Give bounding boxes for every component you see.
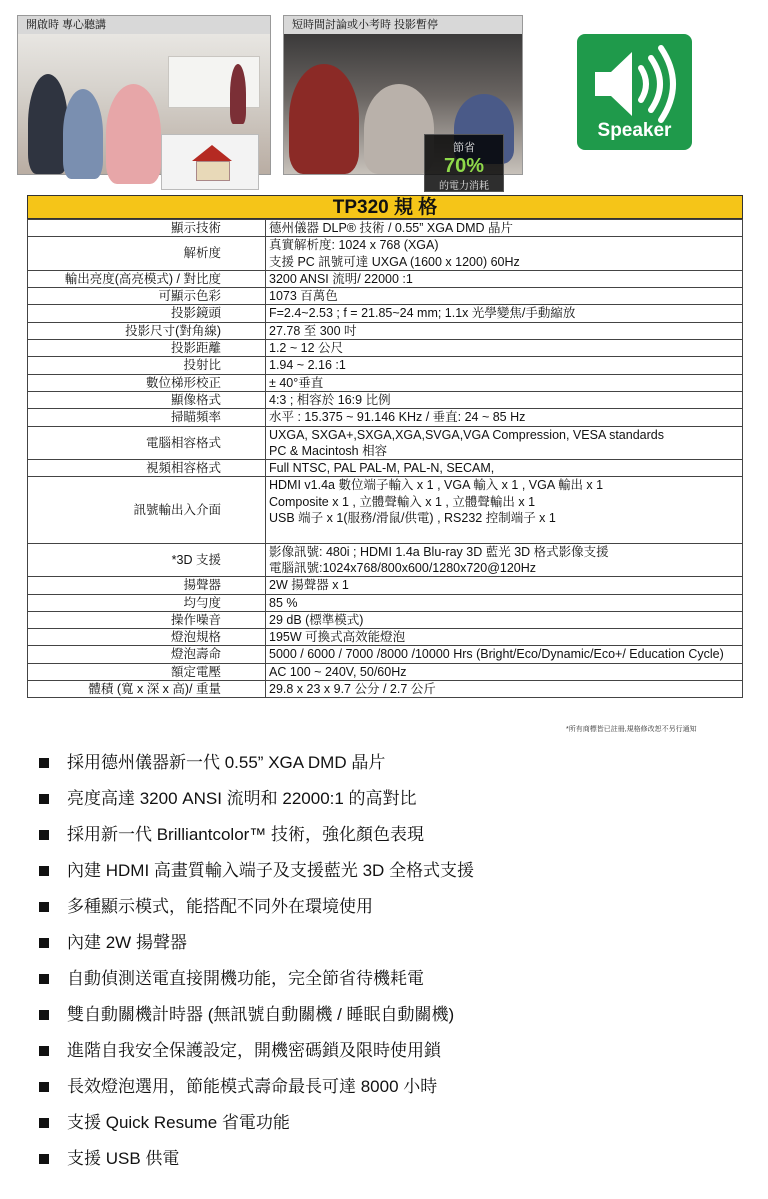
photo-caption: 開啟時 專心聽講 <box>18 16 270 34</box>
classroom-photo-1 <box>17 15 271 175</box>
spec-row <box>28 646 743 663</box>
spec-row <box>28 340 743 357</box>
spec-row <box>28 237 743 271</box>
feature-text: 多種顯示模式，能搭配不同外在環境使用 <box>67 897 373 916</box>
bullet-square-icon <box>39 794 49 804</box>
spec-row <box>28 288 743 305</box>
bullet-square-icon <box>39 1046 49 1056</box>
spec-value-line: ± 40°垂直 <box>269 375 324 390</box>
bullet-square-icon <box>39 902 49 912</box>
spec-value <box>266 426 743 460</box>
bullet-square-icon <box>39 938 49 948</box>
feature-item <box>37 1105 474 1141</box>
spec-row <box>28 322 743 339</box>
feature-item <box>37 889 474 925</box>
student-figure <box>28 74 68 174</box>
spec-value <box>266 477 743 543</box>
spec-key: 投影尺寸(對角線) <box>28 322 266 339</box>
classroom-photo-2 <box>283 15 523 192</box>
spec-value-line: 真實解析度: 1024 x 768 (XGA) <box>269 238 439 253</box>
spec-value-line: 195W 可換式高效能燈泡 <box>269 630 406 645</box>
spec-key: 體積 (寬 x 深 x 高)/ 重量 <box>28 681 266 698</box>
spec-key: 數位梯形校正 <box>28 374 266 391</box>
spec-value-line: 影像訊號: 480i ; HDMI 1.4a Blu-ray 3D 藍光 3D 格式影像支援 <box>269 544 609 559</box>
spec-row <box>28 391 743 408</box>
spec-key: 視頻相容格式 <box>28 460 266 477</box>
bullet-square-icon <box>39 1082 49 1092</box>
spec-value-line: 85 % <box>269 595 298 610</box>
spec-value-line: 2W 揚聲器 x 1 <box>269 578 349 593</box>
spec-key: 燈泡壽命 <box>28 646 266 663</box>
house-roof <box>192 145 232 161</box>
spec-value <box>266 391 743 408</box>
feature-item <box>37 1033 474 1069</box>
spec-row <box>28 611 743 628</box>
feature-text: 內建 HDMI 高畫質輸入端子及支援藍光 3D 全格式支援 <box>67 861 475 880</box>
spec-value-line: USB 端子 x 1(服務/滑鼠/供電) , RS232 控制端子 x 1 <box>269 511 556 526</box>
spec-value <box>266 460 743 477</box>
feature-text: 支援 Quick Resume 省電功能 <box>67 1113 290 1132</box>
spec-value <box>266 646 743 663</box>
badge-value: 70% <box>443 155 485 177</box>
spec-value-line: 5000 / 6000 / 7000 /8000 /10000 Hrs (Bright/Eco/Dynamic/Eco+/ Education Cycle) <box>269 647 724 662</box>
teacher-figure <box>230 64 246 124</box>
spec-value <box>266 594 743 611</box>
spec-key: 顯像格式 <box>28 391 266 408</box>
speaker-icon <box>577 38 692 128</box>
spec-key: 均勻度 <box>28 594 266 611</box>
spec-row <box>28 543 743 577</box>
spec-value-line: 1073 百萬色 <box>269 289 338 304</box>
bullet-square-icon <box>39 830 49 840</box>
feature-text: 內建 2W 揚聲器 <box>67 933 187 952</box>
spec-value <box>266 663 743 680</box>
spec-key: 解析度 <box>28 237 266 271</box>
spec-row <box>28 374 743 391</box>
spec-key: 投影距離 <box>28 340 266 357</box>
spec-key: *3D 支援 <box>28 543 266 577</box>
bullet-square-icon <box>39 758 49 768</box>
trademark-note: *所有商標皆已註冊,規格修改恕不另行通知 <box>566 726 697 733</box>
spec-value <box>266 270 743 287</box>
spec-value-line: 3200 ANSI 流明/ 22000 :1 <box>269 271 413 286</box>
feature-text: 亮度高達 3200 ANSI 流明和 22000:1 的高對比 <box>67 789 417 808</box>
power-saving-badge <box>424 134 504 192</box>
spec-row <box>28 220 743 237</box>
spec-row <box>28 663 743 680</box>
whiteboard <box>168 56 260 108</box>
spec-value-line: F=2.4~2.53 ; f = 21.85~24 mm; 1.1x 光學變焦/手動縮放 <box>269 306 576 321</box>
feature-text: 長效燈泡選用，節能模式壽命最長可達 8000 小時 <box>67 1077 438 1096</box>
feature-list <box>37 745 474 1177</box>
feature-text: 進階自我安全保護設定，開機密碼鎖及限時使用鎖 <box>67 1041 441 1060</box>
spec-value <box>266 543 743 577</box>
feature-item <box>37 997 474 1033</box>
bullet-square-icon <box>39 1154 49 1164</box>
feature-text: 雙自動關機計時器 (無訊號自動關機 / 睡眠自動關機) <box>67 1005 455 1024</box>
spec-key: 操作噪音 <box>28 611 266 628</box>
speaker-label: Speaker <box>597 120 672 141</box>
spec-value <box>266 322 743 339</box>
spec-value <box>266 681 743 698</box>
badge-top-text: 節省 <box>453 142 475 154</box>
spec-value-line: 水平 : 15.375 ~ 91.146 KHz / 垂直: 24 ~ 85 Hz <box>269 410 526 425</box>
spec-value <box>266 305 743 322</box>
photo-scene <box>284 34 522 192</box>
feature-item <box>37 1069 474 1105</box>
spec-value <box>266 357 743 374</box>
spec-row <box>28 594 743 611</box>
spec-row <box>28 477 743 543</box>
spec-value <box>266 340 743 357</box>
spec-value-line: HDMI v1.4a 數位端子輸入 x 1 , VGA 輸入 x 1 , VGA 輸出 x 1 <box>269 478 604 493</box>
photo-scene <box>18 34 270 174</box>
feature-item <box>37 853 474 889</box>
student-figure <box>289 64 359 174</box>
spec-key: 燈泡規格 <box>28 629 266 646</box>
spec-value <box>266 611 743 628</box>
speaker-badge <box>577 34 692 150</box>
spec-key: 揚聲器 <box>28 577 266 594</box>
spec-row <box>28 270 743 287</box>
spec-row <box>28 357 743 374</box>
spec-value <box>266 409 743 426</box>
spec-value-line <box>269 526 739 542</box>
spec-value <box>266 288 743 305</box>
bullet-square-icon <box>39 974 49 984</box>
spec-value <box>266 577 743 594</box>
badge-bottom-text: 的電力消耗 <box>439 181 489 192</box>
feature-item <box>37 817 474 853</box>
spec-row <box>28 577 743 594</box>
spec-key: 輸出亮度(高亮模式) / 對比度 <box>28 270 266 287</box>
feature-item <box>37 1141 474 1177</box>
spec-row <box>28 409 743 426</box>
spec-key: 電腦相容格式 <box>28 426 266 460</box>
spec-value-line: PC & Macintosh 相容 <box>269 443 388 458</box>
house-money-picture <box>161 134 259 190</box>
house-body <box>196 161 230 181</box>
spec-value-line: 27.78 至 300 吋 <box>269 323 357 338</box>
bullet-square-icon <box>39 866 49 876</box>
spec-key: 可顯示色彩 <box>28 288 266 305</box>
spec-key: 訊號輸出入介面 <box>28 477 266 543</box>
student-figure <box>63 89 103 179</box>
feature-text: 採用德州儀器新一代 0.55” XGA DMD 晶片 <box>67 753 386 772</box>
spec-row <box>28 460 743 477</box>
spec-table <box>27 219 743 698</box>
feature-item <box>37 781 474 817</box>
spec-key: 投射比 <box>28 357 266 374</box>
spec-table-body <box>28 220 743 698</box>
spec-value-line: 1.2 ~ 12 公尺 <box>269 341 343 356</box>
spec-value-line: UXGA, SXGA+,SXGA,XGA,SVGA,VGA Compression, VESA standards <box>269 427 664 442</box>
spec-key: 投影鏡頭 <box>28 305 266 322</box>
spec-value-line: 29 dB (標準模式) <box>269 612 364 627</box>
bullet-square-icon <box>39 1010 49 1020</box>
spec-row <box>28 426 743 460</box>
feature-text: 自動偵測送電直接開機功能，完全節省待機耗電 <box>67 969 424 988</box>
spec-value-line: AC 100 ~ 240V, 50/60Hz <box>269 664 407 679</box>
feature-item <box>37 961 474 997</box>
spec-key: 掃瞄頻率 <box>28 409 266 426</box>
spec-value-line: 德州儀器 DLP® 技術 / 0.55” XGA DMD 晶片 <box>269 221 513 235</box>
spec-value-line: 1.94 ~ 2.16 :1 <box>269 358 346 373</box>
spec-value-line: Composite x 1 , 立體聲輸入 x 1 , 立體聲輸出 x 1 <box>269 494 536 509</box>
spec-value-line: 4:3 ; 相容於 16:9 比例 <box>269 392 391 407</box>
photo-caption: 短時間討論或小考時 投影暫停 <box>284 16 522 34</box>
feature-item <box>37 925 474 961</box>
spec-key: 顯示技術 <box>28 220 266 237</box>
student-figure <box>106 84 161 184</box>
spec-value <box>266 629 743 646</box>
spec-value-line: Full NTSC, PAL PAL-M, PAL-N, SECAM, <box>269 461 495 476</box>
spec-value-line: 29.8 x 23 x 9.7 公分 / 2.7 公斤 <box>269 682 436 697</box>
spec-value-line: 電腦訊號:1024x768/800x600/1280x720@120Hz <box>269 560 537 575</box>
spec-value-line: 支援 PC 訊號可達 UXGA (1600 x 1200) 60Hz <box>269 254 520 269</box>
spec-value <box>266 374 743 391</box>
spec-row <box>28 681 743 698</box>
spec-value <box>266 237 743 271</box>
bullet-square-icon <box>39 1118 49 1128</box>
spec-row <box>28 629 743 646</box>
spec-value <box>266 220 743 237</box>
feature-item <box>37 745 474 781</box>
spec-key: 額定電壓 <box>28 663 266 680</box>
spec-row <box>28 305 743 322</box>
feature-text: 採用新一代 Brilliantcolor™ 技術，強化顏色表現 <box>67 825 425 844</box>
spec-title: TP320 規 格 <box>27 195 743 219</box>
feature-text: 支援 USB 供電 <box>67 1149 180 1168</box>
